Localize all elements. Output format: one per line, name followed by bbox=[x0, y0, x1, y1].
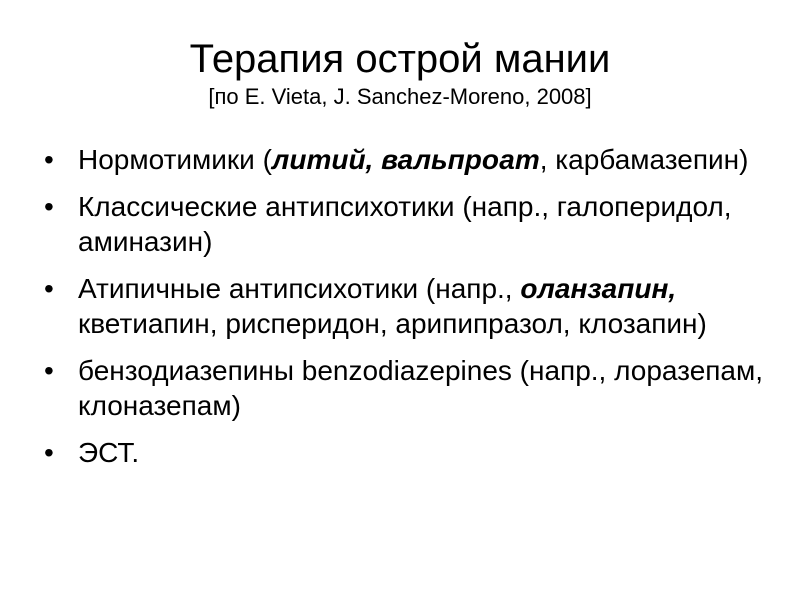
bullet-marker: • bbox=[44, 144, 54, 175]
bullet-item bbox=[44, 271, 764, 341]
bullet-text bbox=[78, 273, 707, 339]
bullet-marker: • bbox=[44, 191, 54, 222]
bullet-text-part: бензодиазепины benzodiazepines (напр., лоразепам, клоназепам) bbox=[78, 355, 764, 421]
bullet-text-part: Классические антипсихотики (напр., галоперидол, аминазин) bbox=[78, 191, 732, 257]
bullet-text-part: , карбамазепин) bbox=[539, 144, 749, 175]
bullet-item bbox=[44, 435, 764, 470]
bullet-emphasis: литий, вальпроат bbox=[271, 144, 540, 175]
bullet-item bbox=[44, 189, 764, 259]
bullet-item bbox=[44, 353, 764, 423]
bullet-item bbox=[44, 142, 764, 177]
bullet-text-part: ЭСТ. bbox=[78, 437, 140, 468]
slide-subtitle: [по E. Vieta, J. Sanchez-Moreno, 2008] bbox=[208, 84, 592, 109]
title-block bbox=[0, 36, 800, 110]
slide-title: Терапия острой мании bbox=[189, 37, 611, 81]
bullet-list bbox=[44, 142, 764, 482]
bullet-text-part: Нормотимики ( bbox=[78, 144, 272, 175]
bullet-marker: • bbox=[44, 437, 54, 468]
bullet-text-part: Атипичные антипсихотики (напр., bbox=[78, 273, 521, 304]
bullet-marker: • bbox=[44, 355, 54, 386]
bullet-text bbox=[78, 191, 732, 257]
bullet-text bbox=[78, 355, 763, 421]
bullet-text-part: кветиапин, рисперидон, арипипразол, клозапин) bbox=[78, 308, 707, 339]
bullet-text bbox=[78, 437, 139, 468]
bullet-emphasis: оланзапин, bbox=[520, 273, 677, 304]
bullet-text bbox=[78, 144, 748, 175]
bullet-marker: • bbox=[44, 273, 54, 304]
